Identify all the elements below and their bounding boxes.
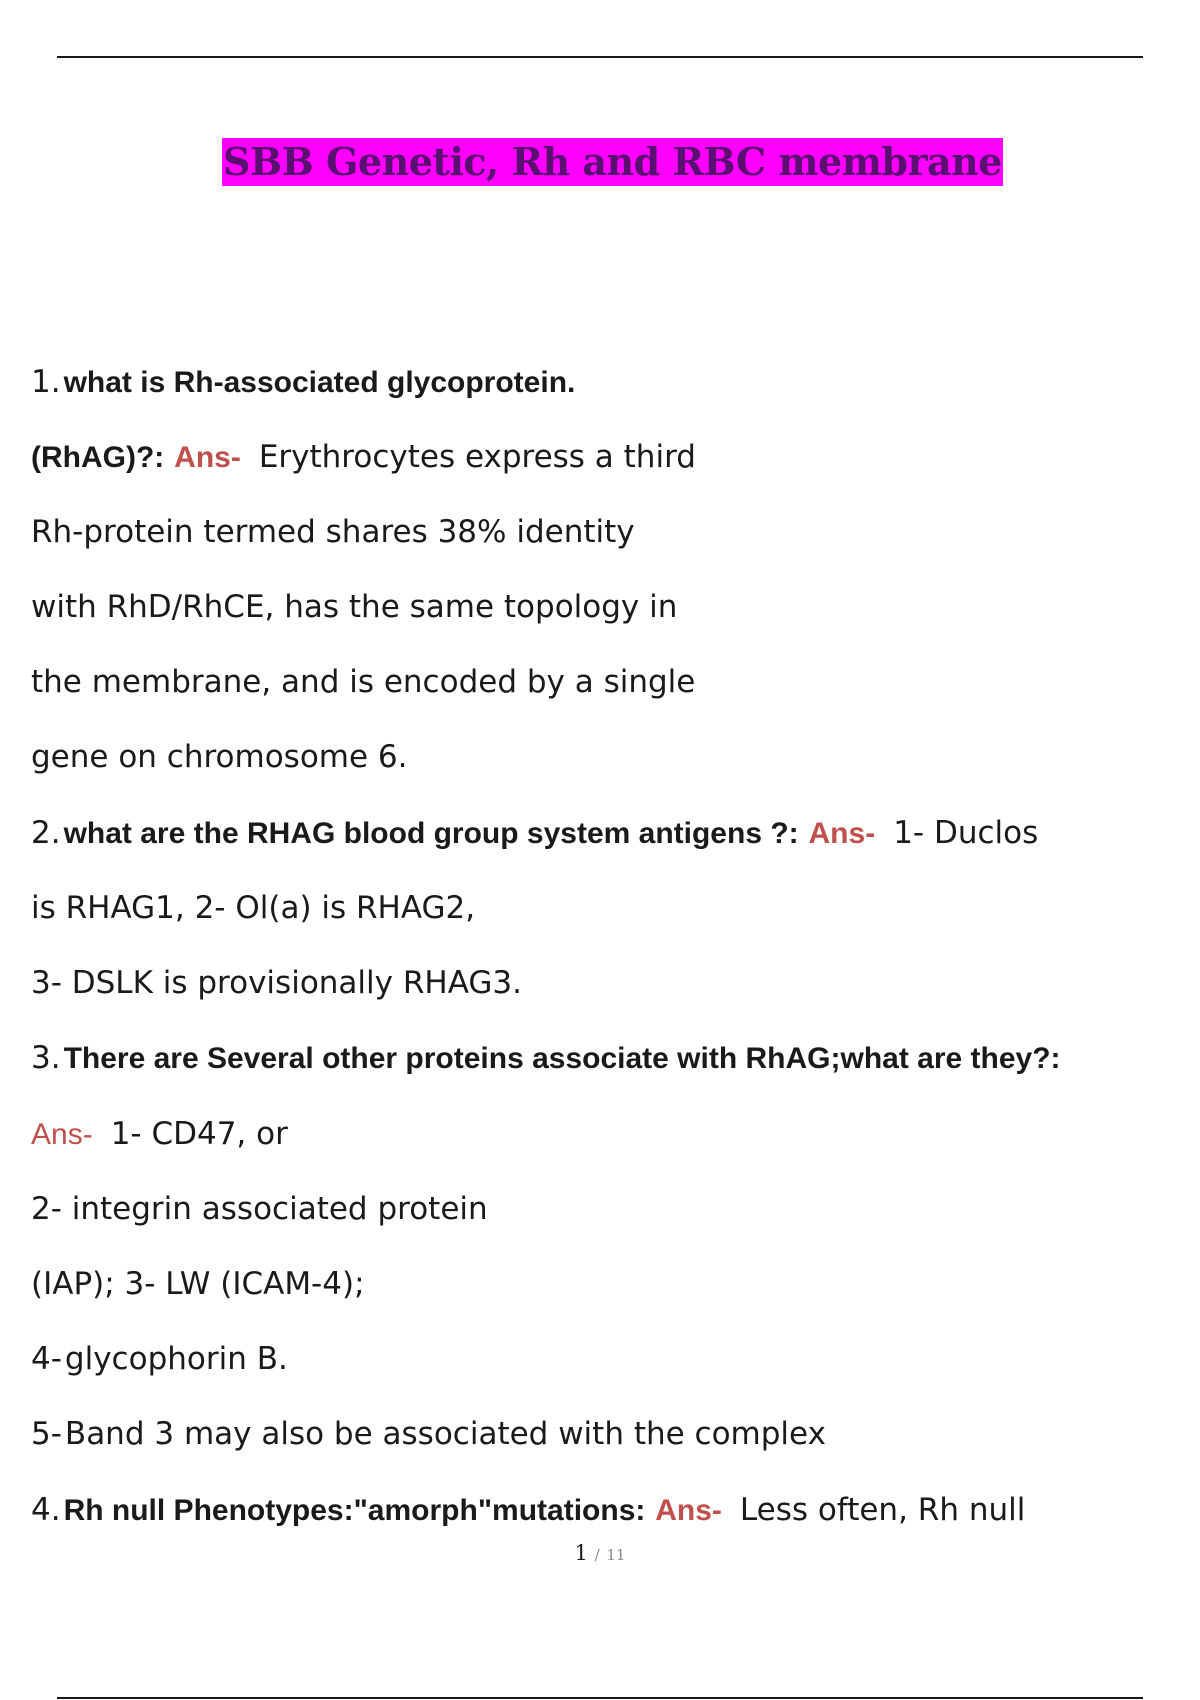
question-number: 4. <box>31 1492 61 1528</box>
answer-text: is RHAG1, 2- Ol(a) is RHAG2, <box>31 890 476 926</box>
question-number: 1. <box>31 364 61 400</box>
document-title: SBB Genetic, Rh and RBC membrane <box>223 139 1002 184</box>
question-4 <box>31 1490 1025 1531</box>
answer-line <box>31 1339 288 1379</box>
answer-label: Ans- <box>31 1118 93 1151</box>
question-1-line-2 <box>31 437 696 478</box>
answer-text: gene on chromosome 6. <box>31 739 408 775</box>
answer-line <box>31 587 677 627</box>
answer-text: Rh-protein termed shares 38% identity <box>31 514 635 550</box>
answer-text: (IAP); 3- LW (ICAM-4); <box>31 1266 365 1302</box>
question-text: what are the RHAG blood group system antigens ?: <box>63 817 799 850</box>
answer-text: the membrane, and is encoded by a single <box>31 664 696 700</box>
answer-line <box>31 737 408 777</box>
page-separator: / <box>594 1546 600 1564</box>
question-text: what is Rh-associated glycoprotein. <box>63 366 576 399</box>
answer-line <box>31 1264 365 1304</box>
answer-line <box>31 1114 288 1155</box>
bottom-rule <box>57 1697 1143 1699</box>
answer-line <box>31 662 695 702</box>
answer-text: Less often, Rh null <box>739 1492 1026 1528</box>
answer-text: 3- DSLK is provisionally RHAG3. <box>31 965 522 1001</box>
question-text: There are Several other proteins associate with RhAG;what are they?: <box>63 1042 1061 1075</box>
answer-line <box>31 963 522 1003</box>
answer-line <box>31 1414 826 1454</box>
answer-text: with RhD/RhCE, has the same topology in <box>31 589 678 625</box>
answer-label: Ans- <box>174 441 241 474</box>
answer-line <box>31 888 475 928</box>
question-number: 3. <box>31 1040 61 1076</box>
answer-label: Ans- <box>655 1494 722 1527</box>
current-page: 1 <box>574 1541 588 1565</box>
answer-line <box>31 1189 488 1229</box>
title-container <box>0 138 1200 186</box>
answer-text: 1- Duclos <box>893 815 1039 851</box>
answer-text: Erythrocytes express a third <box>258 439 696 475</box>
answer-text: 2- integrin associated protein <box>31 1191 488 1227</box>
question-text: (RhAG)?: <box>31 441 165 474</box>
answer-label: Ans- <box>808 817 876 850</box>
answer-line <box>31 512 635 552</box>
answer-text: 1- CD47, or <box>110 1116 288 1152</box>
total-pages: 11 <box>606 1546 626 1564</box>
top-rule <box>57 56 1143 58</box>
question-text: Rh null Phenotypes:"amorph"mutations: <box>63 1494 646 1527</box>
question-3 <box>31 1038 1061 1079</box>
question-2 <box>31 813 1038 854</box>
answer-text: Band 3 may also be associated with the complex <box>64 1416 826 1452</box>
page-indicator <box>0 1541 1200 1565</box>
list-number: 4- <box>31 1341 62 1377</box>
question-1 <box>31 362 575 403</box>
list-number: 5- <box>31 1416 62 1452</box>
answer-text: glycophorin B. <box>64 1341 288 1377</box>
question-number: 2. <box>31 815 61 851</box>
